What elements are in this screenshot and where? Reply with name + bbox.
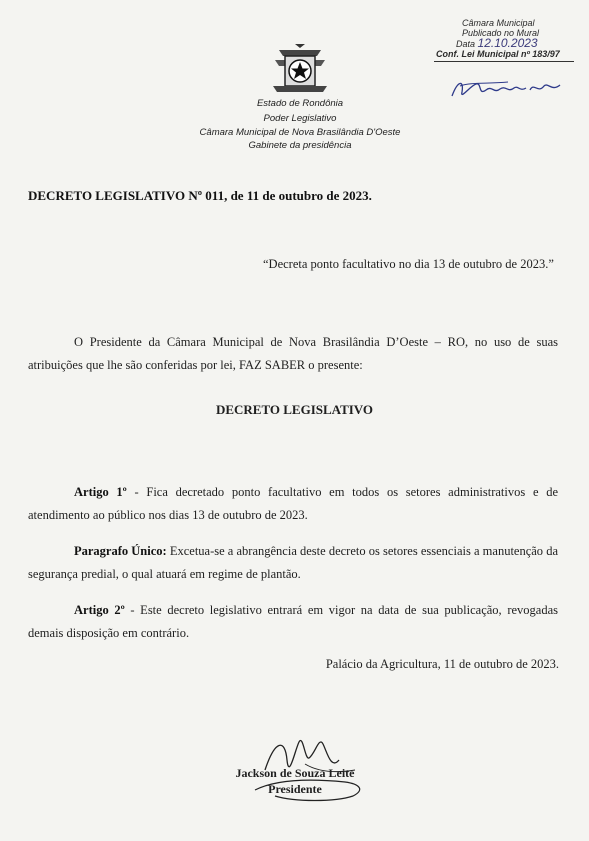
header-chamber: Câmara Municipal de Nova Brasilândia D'Oeste [199, 127, 401, 138]
stamp-date-value: 12.10.2023 [477, 36, 538, 50]
header-state: Estado de Rondônia [256, 98, 344, 109]
article-1-text: - Fica decretado ponto facultativo em todos os setores administrativos e de atendimento ao público nos dias 13 de outubro de 2023. [28, 485, 558, 522]
header-power: Poder Legislativo [263, 113, 337, 124]
article-1-label: Artigo 1º [74, 485, 127, 499]
stamp-date-row [434, 38, 576, 49]
sole-paragraph [28, 540, 558, 586]
article-2 [28, 599, 558, 645]
coat-of-arms-icon [267, 42, 333, 98]
article-2-text: - Este decreto legislativo entrará em vigor na data de sua publicação, revogadas demais disposição em contrário. [28, 603, 558, 640]
article-1 [28, 481, 558, 527]
stamp-line-2: Publicado no Mural [462, 28, 540, 38]
sole-paragraph-text: Excetua-se a abrangência deste decreto os setores essenciais a manutenção da segurança predial, o qual atuará em regime de plantão. [28, 544, 558, 581]
stamp-rule [434, 61, 574, 62]
stamp-handwritten-signature [448, 76, 564, 102]
article-2-label: Artigo 2º [74, 603, 125, 617]
section-title: DECRETO LEGISLATIVO [215, 402, 374, 417]
header-office: Gabinete da presidência [248, 140, 352, 151]
place-date: Palácio da Agricultura, 11 de outubro de 2023. [325, 657, 559, 671]
sole-paragraph-label: Paragrafo Único: [74, 544, 167, 558]
preamble-paragraph: O Presidente da Câmara Municipal de Nova Brasilândia D’Oeste – RO, no uso de suas atribuições que lhe são conferidas por lei, FAZ SABER o presente: [28, 335, 558, 372]
stamp-law-reference: Conf. Lei Municipal nº 183/97 [436, 49, 560, 59]
signatory-role: Presidente [268, 782, 322, 796]
stamp-date-label: Data [456, 39, 476, 49]
decree-ementa: “Decreta ponto facultativo no dia 13 de outubro de 2023.” [263, 257, 554, 271]
stamp-line-1: Câmara Municipal [462, 18, 535, 28]
signatory-name: Jackson de Souza Leite [235, 766, 355, 780]
decree-title: DECRETO LEGISLATIVO Nº 011, de 11 de outubro de 2023. [28, 188, 372, 203]
publication-stamp [434, 18, 576, 62]
